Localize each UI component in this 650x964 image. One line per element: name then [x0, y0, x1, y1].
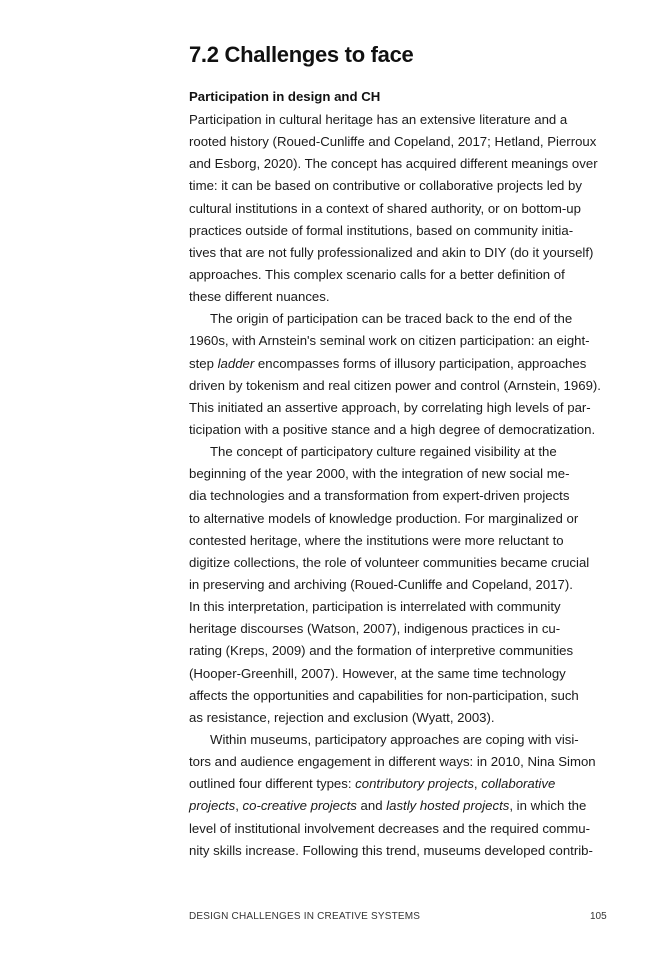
text-line: approaches. This complex scenario calls for a better definition of — [189, 266, 565, 282]
text-line: nity skills increase. Following this trend, museums developed contrib- — [189, 842, 593, 858]
text-run: , — [235, 798, 243, 814]
text-line: Participation in cultural heritage has an extensive literature and a — [189, 112, 568, 127]
text-line: cultural institutions in a context of shared authority, or on bottom-up — [189, 200, 581, 216]
text-line: level of institutional involvement decreases and the required commu- — [189, 820, 590, 836]
text-line — [189, 353, 619, 375]
text-line: these different nuances. — [189, 289, 330, 305]
text-line: and Esborg, 2020). The concept has acquired different meanings over — [189, 156, 598, 172]
italic-term: lastly hosted projects — [386, 798, 510, 814]
running-footer-title: DESIGN CHALLENGES IN CREATIVE SYSTEMS — [189, 911, 421, 922]
text-line: rooted history (Roued-Cunliffe and Copeland, 2017; Hetland, Pierroux — [189, 134, 597, 150]
text-line: The concept of participatory culture regained visibility at the — [210, 444, 557, 460]
text-run: , — [473, 776, 482, 792]
section-heading: 7.2 Challenges to face — [189, 42, 414, 67]
text-line: as resistance, rejection and exclusion (Wyatt, 2003). — [189, 709, 495, 725]
page-number: 105 — [590, 911, 607, 922]
italic-term: collaborative — [481, 776, 556, 792]
text-line: ticipation with a positive stance and a high degree of democratization. — [189, 421, 596, 437]
italic-term: co-creative projects — [242, 798, 357, 814]
text-run: and — [356, 798, 387, 814]
text-run: , in which the — [509, 798, 587, 814]
text-line: to alternative models of knowledge production. For marginalized or — [189, 510, 579, 526]
text-run: outlined four different types: — [189, 776, 356, 792]
text-line: in preserving and archiving (Roued-Cunliffe and Copeland, 2017). — [189, 576, 573, 592]
text-line: tors and audience engagement in different ways: in 2010, Nina Simon — [189, 754, 596, 770]
italic-term: contributory projects — [355, 776, 474, 792]
text-line: digitize collections, the role of volunteer communities became crucial — [189, 554, 590, 570]
text-line: dia technologies and a transformation from expert-driven projects — [189, 488, 570, 504]
text-line: practices outside of formal institutions, based on community initia- — [189, 222, 574, 238]
text-line: In this interpretation, participation is interrelated with community — [189, 599, 561, 615]
text-line: This initiated an assertive approach, by correlating high levels of par- — [189, 399, 591, 415]
text-line: (Hooper-Greenhill, 2007). However, at the same time technology — [189, 665, 566, 681]
text-run: step — [189, 355, 218, 371]
text-line — [189, 773, 619, 795]
text-line: The origin of participation can be traced back to the end of the — [210, 311, 573, 327]
text-line: tives that are not fully professionalized and akin to DIY (do it yourself) — [189, 244, 594, 260]
text-line: heritage discourses (Watson, 2007), indigenous practices in cu- — [189, 621, 561, 637]
text-run: encompasses forms of illusory participation, approaches — [254, 355, 587, 371]
text-line: contested heritage, where the institutions were more reluctant to — [189, 532, 564, 548]
text-line: time: it can be based on contributive or collaborative projects led by — [189, 178, 582, 194]
italic-term: projects — [189, 798, 236, 814]
text-line: Within museums, participatory approaches are coping with visi- — [210, 731, 579, 747]
text-line: affects the opportunities and capabilities for non-participation, such — [189, 687, 579, 703]
subsection-heading: Participation in design and CH — [189, 89, 381, 104]
body-text — [189, 109, 619, 862]
text-line: 1960s, with Arnstein's seminal work on citizen participation: an eight- — [189, 333, 590, 349]
text-line: beginning of the year 2000, with the integration of new social me- — [189, 466, 570, 482]
italic-term: ladder — [217, 355, 255, 371]
text-line: rating (Kreps, 2009) and the formation of interpretive communities — [189, 643, 574, 659]
text-line — [189, 795, 619, 817]
text-line: driven by tokenism and real citizen power and control (Arnstein, 1969). — [189, 377, 601, 393]
